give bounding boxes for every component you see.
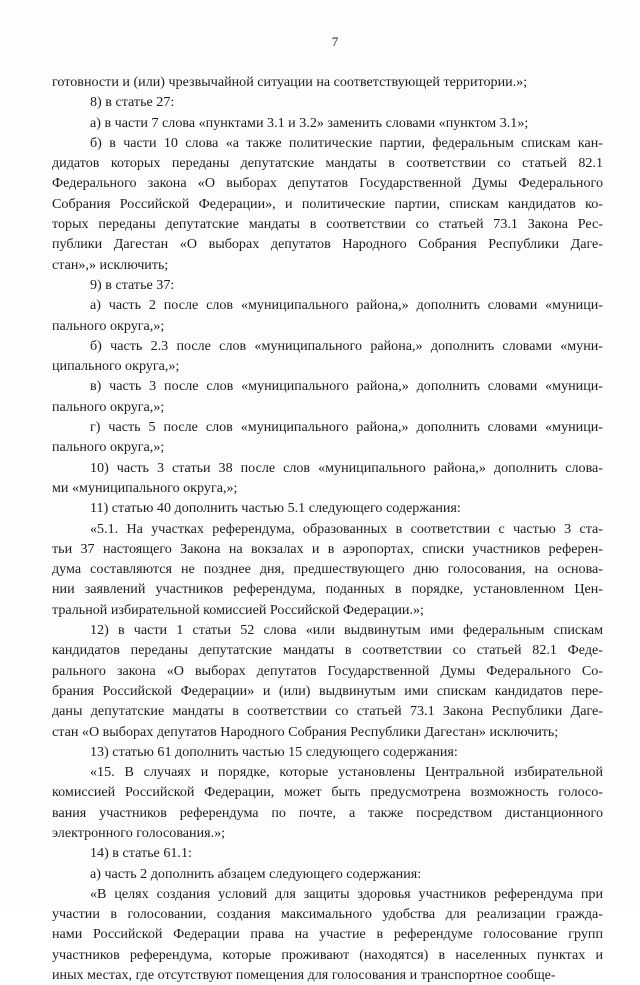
text-line: рального закона «О выборах депутатов Государственной Думы Федерального Со- [52,662,603,679]
paragraph [52,376,603,417]
text-line: даны депутатские мандаты в соответствии со статьей 73.1 Закона Республики Даге- [52,703,603,720]
text-line: нии заявлений участников референдума, поданных в порядке, установленном Цен- [52,581,603,598]
paragraph [52,620,603,742]
text-line: «В целях создания условий для защиты здоровья участников референдума при [90,885,603,902]
text-line: участников референдума, которые проживают (находятся) в населенных пунктах и [52,946,603,963]
text-line: брания Российской Федерации» и (или) выдвинутым ими спискам кандидатов пере- [52,682,603,699]
text-line: а) часть 2 дополнить абзацем следующего содержания: [90,865,422,882]
paragraph [52,884,603,985]
text-line: «15. В случаях и порядке, которые установлены Центральной избирательной [90,764,603,781]
text-line: комиссией Российской Федерации, может быть предусмотрена возможность голосо- [52,784,603,801]
text-line: а) в части 7 слова «пунктами 3.1 и 3.2» заменить словами «пунктом 3.1»; [90,114,529,131]
text-line: торых переданы депутатские мандаты в соответствии со статьей 73.1 Закона Рес- [52,216,603,233]
text-line: г) часть 5 после слов «муниципального района,» дополнить словами «муници- [90,419,603,436]
paragraph [52,843,603,863]
paragraph [52,336,603,377]
text-line: 14) в статье 61.1: [90,845,192,862]
paragraph [52,113,603,133]
paragraph [52,864,603,884]
paragraph [52,133,603,275]
text-line: участии в голосовании, создания максимального удобства для реализации гражда- [52,906,603,923]
paragraph [52,417,603,458]
text-line: публики Дагестан «О выборах депутатов Народного Собрания Республики Даге- [52,236,603,253]
document-body [52,72,603,985]
paragraph [52,762,603,843]
text-line: электронного голосования.»; [52,824,226,841]
text-line: в) часть 3 после слов «муниципального района,» дополнить словами «муници- [90,378,603,395]
paragraph [52,519,603,620]
paragraph [52,742,603,762]
text-line: а) часть 2 после слов «муниципального района,» дополнить словами «муници- [90,297,603,314]
text-line: Федерального закона «О выборах депутатов Государственной Думы Федерального [52,175,603,192]
text-line: 9) в статье 37: [90,276,175,293]
text-line: пального округа,»; [52,398,165,415]
text-line: нами Российской Федерации права на участие в референдуме голосование групп [52,926,603,943]
text-line: готовности и (или) чрезвычайной ситуации на соответствующей территории.»; [52,74,528,90]
text-line: дидатов которых переданы депутатские мандаты в соответствии со статьей 82.1 [52,155,603,172]
text-line: вания участников референдума по почте, а также посредством дистанционного [52,804,603,821]
text-line: тральной избирательной комиссией Российской Федерации.»; [52,601,424,618]
text-line: б) часть 2.3 после слов «муниципального района,» дополнить словами «муни- [90,337,603,354]
paragraph [52,498,603,518]
paragraph [52,295,603,336]
text-line: 11) статью 40 дополнить частью 5.1 следующего содержания: [90,500,461,517]
paragraph [52,72,603,92]
text-line: «5.1. На участках референдума, образованных в соответствии с частью 3 ста- [90,520,603,537]
text-line: стан»,» исключить; [52,256,169,273]
text-line: пального округа,»; [52,439,165,456]
paragraph [52,458,603,499]
text-line: иных местах, где отсутствуют помещения для голосования и транспортное сообще- [52,967,556,984]
text-line: 10) часть 3 статьи 38 после слов «муниципального района,» дополнить слова- [90,459,603,476]
text-line: 12) в части 1 статьи 52 слова «или выдвинутым ими федеральным спискам [90,622,603,639]
text-line: стан «О выборах депутатов Народного Собрания Республики Дагестан» исключить; [52,723,559,740]
paragraph [52,275,603,295]
page-number: 7 [331,34,339,49]
text-line: пального округа,»; [52,317,165,334]
text-line: 13) статью 61 дополнить частью 15 следующего содержания: [90,743,458,760]
text-line: б) в части 10 слова «а также политические партии, федеральным спискам кан- [90,134,603,151]
text-line: ципального округа,»; [52,358,180,375]
text-line: тьи 37 настоящего Закона на вокзалах и в аэропортах, списки участников референ- [52,540,603,557]
text-line: 8) в статье 27: [90,94,175,111]
text-line: дума составляются не позднее дня, предшествующего дню голосования, на основа- [52,561,603,578]
text-line: ми «муниципального округа,»; [52,479,238,496]
text-line: кандидатов переданы депутатские мандаты в соответствии со статьей 82.1 Феде- [52,642,603,659]
paragraph [52,92,603,112]
text-line: Собрания Российской Федерации», и политические партии, спискам кандидатов ко- [52,195,603,212]
